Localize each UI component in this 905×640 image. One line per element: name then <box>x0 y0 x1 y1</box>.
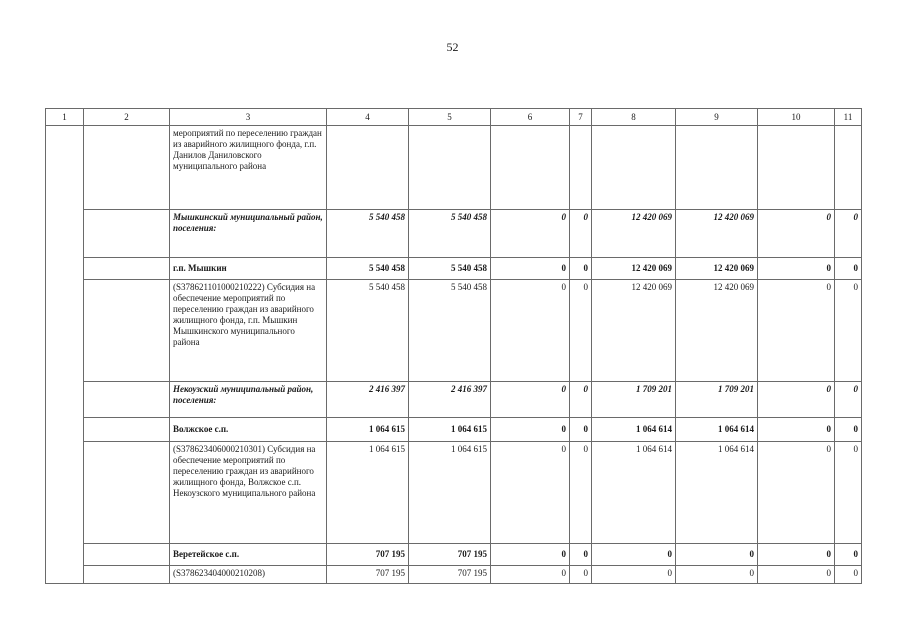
amount-cell: 0 <box>491 210 570 258</box>
table-row <box>46 258 862 280</box>
amount-cell: 0 <box>570 210 592 258</box>
amount-cell: 12 420 069 <box>676 210 758 258</box>
amount-cell: 0 <box>758 258 835 280</box>
code-cell <box>84 258 170 280</box>
table-row <box>46 280 862 382</box>
column-header: 7 <box>570 109 592 126</box>
amount-cell: 0 <box>570 280 592 382</box>
amount-cell: 0 <box>491 566 570 584</box>
code-cell <box>84 210 170 258</box>
description-cell: Веретейское с.п. <box>170 544 327 566</box>
code-cell <box>84 382 170 418</box>
amount-cell: 5 540 458 <box>327 280 409 382</box>
amount-cell <box>676 126 758 210</box>
amount-cell: 1 064 614 <box>676 418 758 442</box>
row-number-cell <box>46 126 84 584</box>
table-row <box>46 382 862 418</box>
description-cell: (S378623404000210208) <box>170 566 327 584</box>
amount-cell: 707 195 <box>409 544 491 566</box>
amount-cell: 0 <box>570 442 592 544</box>
amount-cell: 1 709 201 <box>676 382 758 418</box>
amount-cell: 1 064 615 <box>327 418 409 442</box>
amount-cell: 5 540 458 <box>409 210 491 258</box>
amount-cell: 0 <box>758 442 835 544</box>
amount-cell: 0 <box>758 566 835 584</box>
amount-cell <box>758 126 835 210</box>
table-row <box>46 126 862 210</box>
table-body <box>46 109 862 584</box>
amount-cell: 1 709 201 <box>592 382 676 418</box>
amount-cell: 0 <box>570 258 592 280</box>
amount-cell: 0 <box>491 418 570 442</box>
table-row <box>46 418 862 442</box>
amount-cell: 707 195 <box>327 544 409 566</box>
amount-cell: 0 <box>758 544 835 566</box>
amount-cell: 12 420 069 <box>676 280 758 382</box>
column-header: 3 <box>170 109 327 126</box>
amount-cell: 0 <box>835 566 862 584</box>
amount-cell: 0 <box>835 210 862 258</box>
code-cell <box>84 126 170 210</box>
amount-cell: 0 <box>835 382 862 418</box>
amount-cell: 1 064 614 <box>592 418 676 442</box>
code-cell <box>84 566 170 584</box>
amount-cell: 0 <box>491 544 570 566</box>
amount-cell: 0 <box>758 210 835 258</box>
amount-cell: 2 416 397 <box>327 382 409 418</box>
amount-cell: 707 195 <box>409 566 491 584</box>
table-row <box>46 544 862 566</box>
amount-cell: 5 540 458 <box>327 258 409 280</box>
amount-cell: 0 <box>592 544 676 566</box>
column-header: 6 <box>491 109 570 126</box>
table-row <box>46 442 862 544</box>
amount-cell: 0 <box>491 258 570 280</box>
description-cell: Некоузский муниципальный район, поселения: <box>170 382 327 418</box>
amount-cell: 0 <box>835 280 862 382</box>
column-header: 10 <box>758 109 835 126</box>
amount-cell: 0 <box>491 442 570 544</box>
description-cell: мероприятий по переселению граждан из аварийного жилищного фонда, г.п. Данилов Даниловского муниципального района <box>170 126 327 210</box>
amount-cell: 12 420 069 <box>592 258 676 280</box>
amount-cell <box>570 126 592 210</box>
amount-cell: 1 064 615 <box>409 442 491 544</box>
column-header: 11 <box>835 109 862 126</box>
amount-cell: 0 <box>758 382 835 418</box>
description-cell: г.п. Мышкин <box>170 258 327 280</box>
table-row <box>46 210 862 258</box>
amount-cell: 0 <box>676 544 758 566</box>
amount-cell: 0 <box>758 280 835 382</box>
amount-cell <box>491 126 570 210</box>
amount-cell: 0 <box>592 566 676 584</box>
header-row <box>46 109 862 126</box>
amount-cell: 1 064 614 <box>592 442 676 544</box>
column-header: 8 <box>592 109 676 126</box>
description-cell: Волжское с.п. <box>170 418 327 442</box>
amount-cell: 0 <box>758 418 835 442</box>
amount-cell: 0 <box>491 280 570 382</box>
amount-cell <box>835 126 862 210</box>
amount-cell: 0 <box>570 544 592 566</box>
column-header: 1 <box>46 109 84 126</box>
amount-cell: 0 <box>491 382 570 418</box>
amount-cell: 2 416 397 <box>409 382 491 418</box>
amount-cell <box>592 126 676 210</box>
column-header: 2 <box>84 109 170 126</box>
amount-cell: 12 420 069 <box>676 258 758 280</box>
amount-cell: 0 <box>570 566 592 584</box>
code-cell <box>84 418 170 442</box>
amount-cell: 12 420 069 <box>592 280 676 382</box>
budget-table <box>45 108 862 584</box>
code-cell <box>84 544 170 566</box>
amount-cell: 707 195 <box>327 566 409 584</box>
description-cell: Мышкинский муниципальный район, поселения: <box>170 210 327 258</box>
table-row <box>46 566 862 584</box>
page-number: 52 <box>446 40 459 54</box>
amount-cell: 5 540 458 <box>409 280 491 382</box>
amount-cell: 1 064 615 <box>409 418 491 442</box>
amount-cell <box>409 126 491 210</box>
amount-cell: 0 <box>835 442 862 544</box>
column-header: 4 <box>327 109 409 126</box>
amount-cell: 0 <box>570 382 592 418</box>
amount-cell: 12 420 069 <box>592 210 676 258</box>
amount-cell: 0 <box>570 418 592 442</box>
amount-cell: 5 540 458 <box>327 210 409 258</box>
description-cell: (S378621101000210222) Субсидия на обеспечение мероприятий по переселению граждан из аварийного жилищного фонда, г.п. Мышкин Мышкинского муниципального района <box>170 280 327 382</box>
code-cell <box>84 442 170 544</box>
amount-cell: 0 <box>835 258 862 280</box>
amount-cell: 1 064 615 <box>327 442 409 544</box>
column-header: 5 <box>409 109 491 126</box>
description-cell: (S378623406000210301) Субсидия на обеспечение мероприятий по переселению граждан из аварийного жилищного фонда, Волжское с.п. Некоузского муниципального района <box>170 442 327 544</box>
amount-cell <box>327 126 409 210</box>
amount-cell: 0 <box>676 566 758 584</box>
amount-cell: 1 064 614 <box>676 442 758 544</box>
amount-cell: 5 540 458 <box>409 258 491 280</box>
amount-cell: 0 <box>835 418 862 442</box>
column-header: 9 <box>676 109 758 126</box>
code-cell <box>84 280 170 382</box>
amount-cell: 0 <box>835 544 862 566</box>
